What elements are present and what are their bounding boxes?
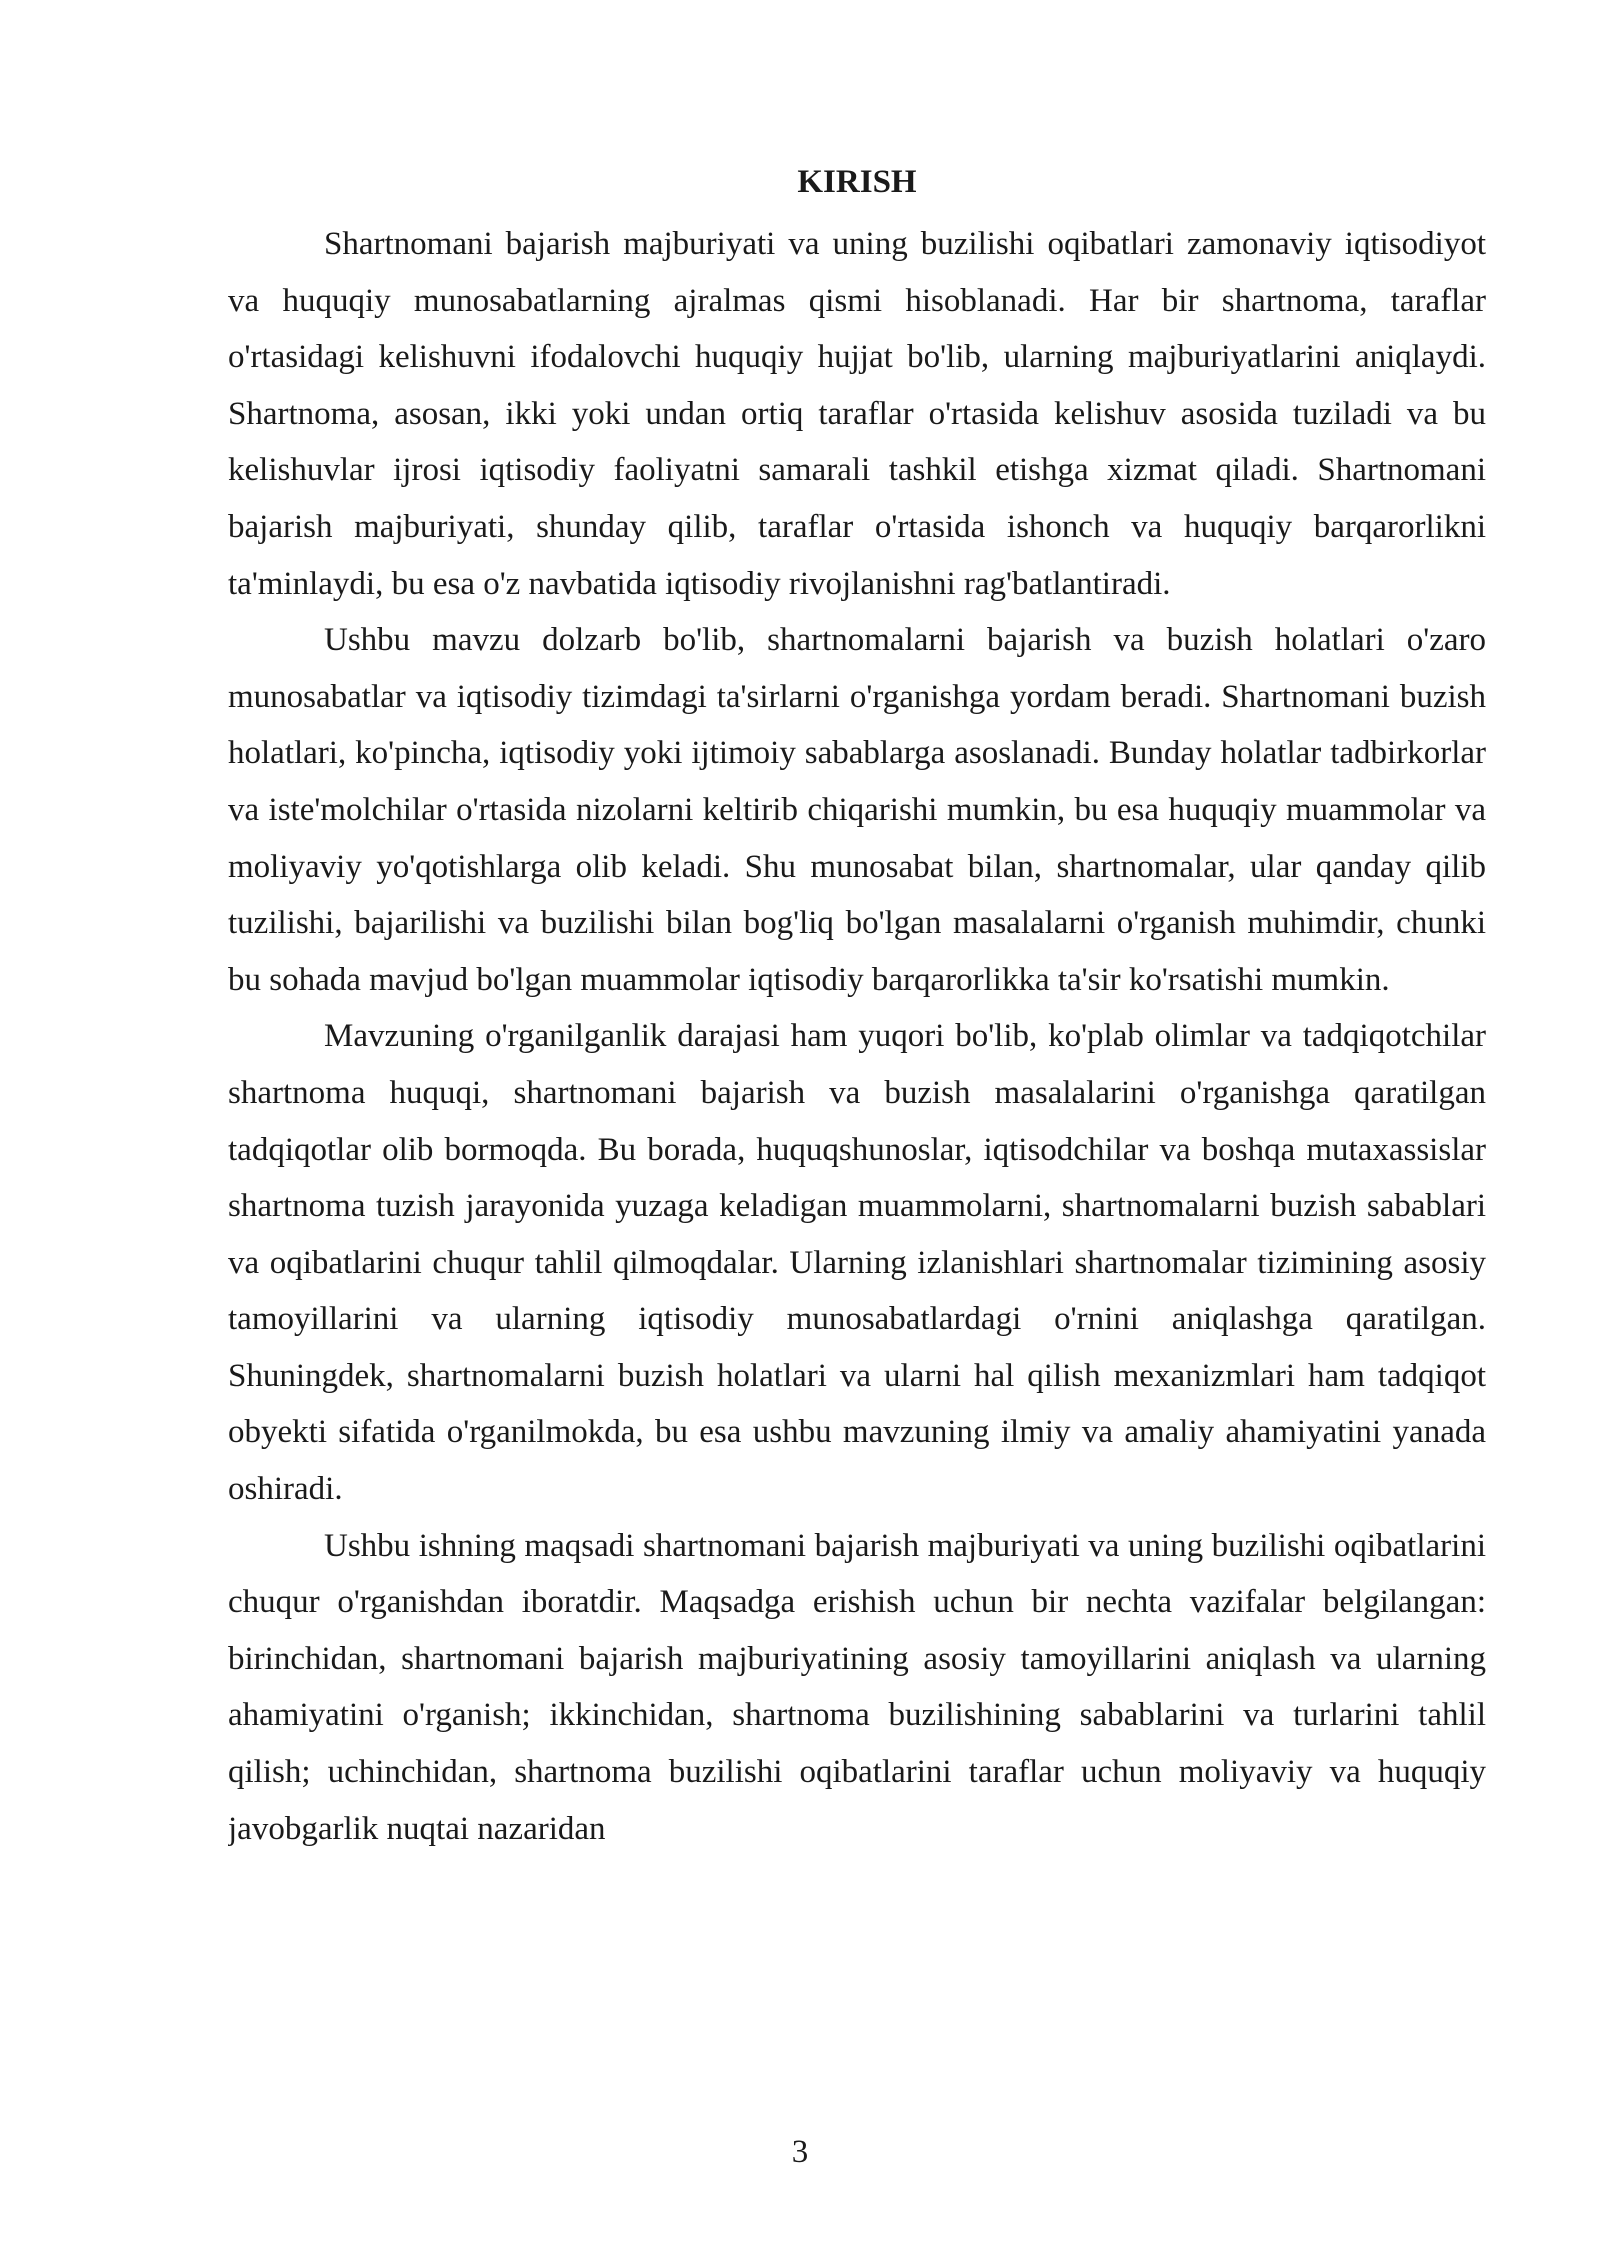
paragraph-1: Shartnomani bajarish majburiyati va uning buzilishi oqibatlari zamonaviy iqtisodiyot va huquqiy munosabatlarning ajralmas qismi hisoblanadi. Har bir shartnoma, taraflar o'rtasidagi kelishuvni ifodalovchi huquqiy hujjat bo'lib, ularning majburiyatlarini aniqlaydi. Shartnoma, asosan, ikki yoki undan ortiq taraflar o'rtasida kelishuv asosida tuziladi va bu kelishuvlar ijrosi iqtisodiy faoliyatni samarali tashkil etishga xizmat qiladi. Shartnomani bajarish majburiyati, shunday qilib, taraflar o'rtasida ishonch va huquqiy barqarorlikni ta'minlaydi, bu esa o'z navbatida iqtisodiy rivojlanishni rag'batlantiradi. [228, 226, 1486, 602]
paragraph-4: Ushbu ishning maqsadi shartnomani bajarish majburiyati va uning buzilishi oqibatlarini chuqur o'rganishdan iboratdir. Maqsadga erishish uchun bir nechta vazifalar belgilangan: birinchidan, shartnomani bajarish majburiyatining asosiy tamoyillarini aniqlash va ularning ahamiyatini o'rganish; ikkinchidan, shartnoma buzilishining sabablarini va turlarini tahlil qilish; uchinchidan, shartnoma buzilishi oqibatlarini taraflar uchun moliyaviy va huquqiy javobgarlik nuqtai nazaridan [228, 1527, 1486, 1847]
document-page [228, 160, 1486, 1970]
section-title: KIRISH [797, 164, 917, 200]
paragraph-3: Mavzuning o'rganilganlik darajasi ham yuqori bo'lib, ko'plab olimlar va tadqiqotchilar shartnoma huquqi, shartnomani bajarish va buzish masalalarini o'rganishga qaratilgan tadqiqotlar olib bormoqda. Bu borada, huquqshunoslar, iqtisodchilar va boshqa mutaxassislar shartnoma tuzish jarayonida yuzaga keladigan muammolarni, shartnomalarni buzish sabablari va oqibatlarini chuqur tahlil qilmoqdalar. Ularning izlanishlari shartnomalar tizimining asosiy tamoyillarini va ularning iqtisodiy munosabatlardagi o'rnini aniqlashga qaratilgan. Shuningdek, shartnomalarni buzish holatlari va ularni hal qilish mexanizmlari ham tadqiqot obyekti sifatida o'rganilmokda, bu esa ushbu mavzuning ilmiy va amaliy ahamiyatini yanada oshiradi. [228, 1018, 1486, 1508]
page-number: 3 [791, 2134, 809, 2170]
paragraph-2: Ushbu mavzu dolzarb bo'lib, shartnomalarni bajarish va buzish holatlari o'zaro munosabatlar va iqtisodiy tizimdagi ta'sirlarni o'rganishga yordam beradi. Shartnomani buzish holatlari, ko'pincha, iqtisodiy yoki ijtimoiy sabablarga asoslanadi. Bunday holatlar tadbirkorlar va iste'molchilar o'rtasida nizolarni keltirib chiqarishi mumkin, bu esa huquqiy muammolar va moliyaviy yo'qotishlarga olib keladi. Shu munosabat bilan, shartnomalar, ular qanday qilib tuzilishi, bajarilishi va buzilishi bilan bog'liq bo'lgan masalalarni o'rganish muhimdir, chunki bu sohada mavjud bo'lgan muammolar iqtisodiy barqarorlikka ta'sir ko'rsatishi mumkin. [228, 622, 1486, 998]
